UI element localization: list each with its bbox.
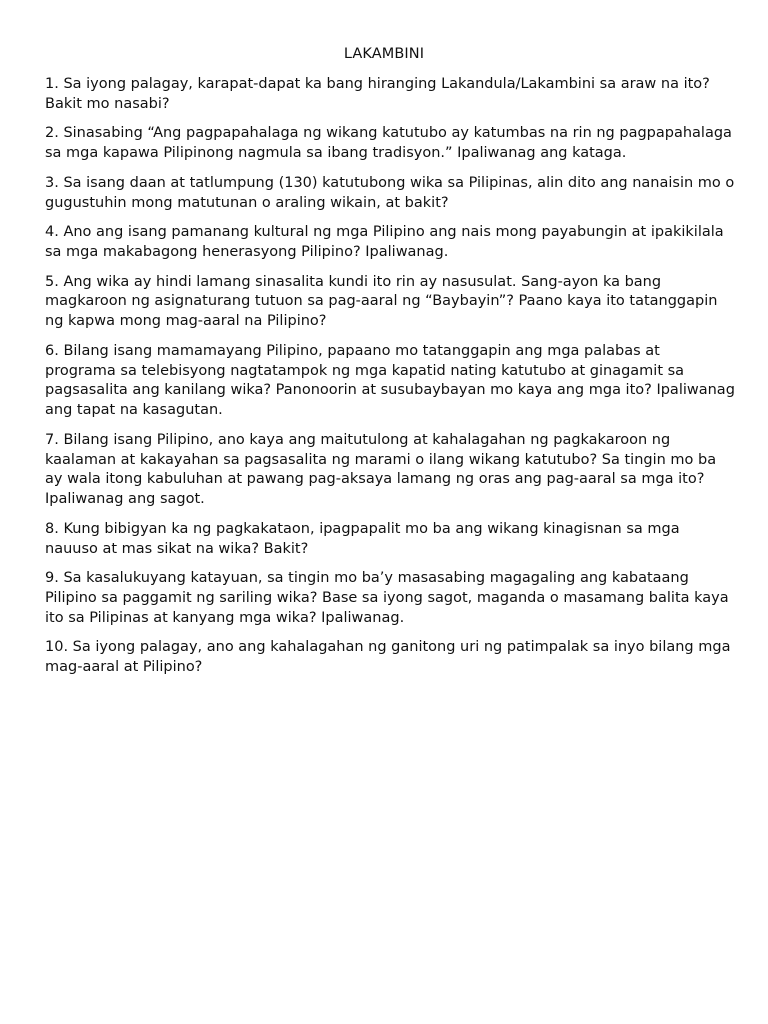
question-item: 5. Ang wika ay hindi lamang sinasalita kundi ito rin ay nasusulat. Sang-ayon ka bang magkaroon ng asignaturang tutuon sa pag-aaral ng “Baybayin”? Paano kaya ito tatanggapin ng kapwa mong mag-aaral na Pilipino?: [45, 273, 723, 330]
document-title: LAKAMBINI: [343, 46, 425, 62]
question-item: 1. Sa iyong palagay, karapat-dapat ka bang hiranging Lakandula/Lakambini sa araw na ito? Bakit mo nasabi?: [45, 76, 715, 112]
question-item: 4. Ano ang isang pamanang kultural ng mga Pilipino ang nais mong payabungin at ipakikilala sa mga makabagong henerasyong Pilipino? Ipaliwanag.: [45, 224, 729, 260]
question-item: 9. Sa kasalukuyang katayuan, sa tingin mo ba’y masasabing magagaling ang kabataang Pilipino sa paggamit ng sariling wika? Base sa iyong sagot, maganda o masamang balita kaya ito sa Pilipinas at kanyang mga wika? Ipaliwanag.: [45, 570, 734, 626]
question-item: 2. Sinasabing “Ang pagpapahalaga ng wikang katutubo ay katumbas na rin ng pagpapahalaga sa mga kapawa Pilipinong nagmula sa ibang tradisyon.” Ipaliwanag ang kataga.: [45, 125, 737, 162]
question-item: 7. Bilang isang Pilipino, ano kaya ang maitutulong at kahalagahan ng pagkakaroon ng kaalaman at kakayahan sa pagsasalita ng marami o ilang wikang katutubo? Sa tingin mo ba ay wala itong kabuluhan at pawang pag-aksaya lamang ng oras ang pag-aaral sa mga ito? Ipaliwanag ang sagot.: [45, 431, 721, 508]
question-item: 3. Sa isang daan at tatlumpung (130) katutubong wika sa Pilipinas, alin dito ang nanaisin mo o gugustuhin mong matutunan o araling wikain, at bakit?: [45, 174, 739, 211]
question-item: 8. Kung bibigyan ka ng pagkakataon, ipagpapalit mo ba ang wikang kinagisnan sa mga nauuso at mas sikat na wika? Bakit?: [45, 520, 685, 557]
question-item: 6. Bilang isang mamamayang Pilipino, papaano mo tatanggapin ang mga palabas at programa sa telebisyong nagtatampok ng mga kapatid nating katutubo at ginagamit sa pagsasalita ang kanilang wika? Panonoorin at susubaybayan mo kaya ang mga ito? Ipaliwanag ang tapat na kasagutan.: [45, 342, 740, 419]
question-list: [45, 75, 740, 688]
question-item: 10. Sa iyong palagay, ano ang kahalagahan ng ganitong uri ng patimpalak sa inyo bilang mga mag-aaral at Pilipino?: [45, 639, 736, 676]
